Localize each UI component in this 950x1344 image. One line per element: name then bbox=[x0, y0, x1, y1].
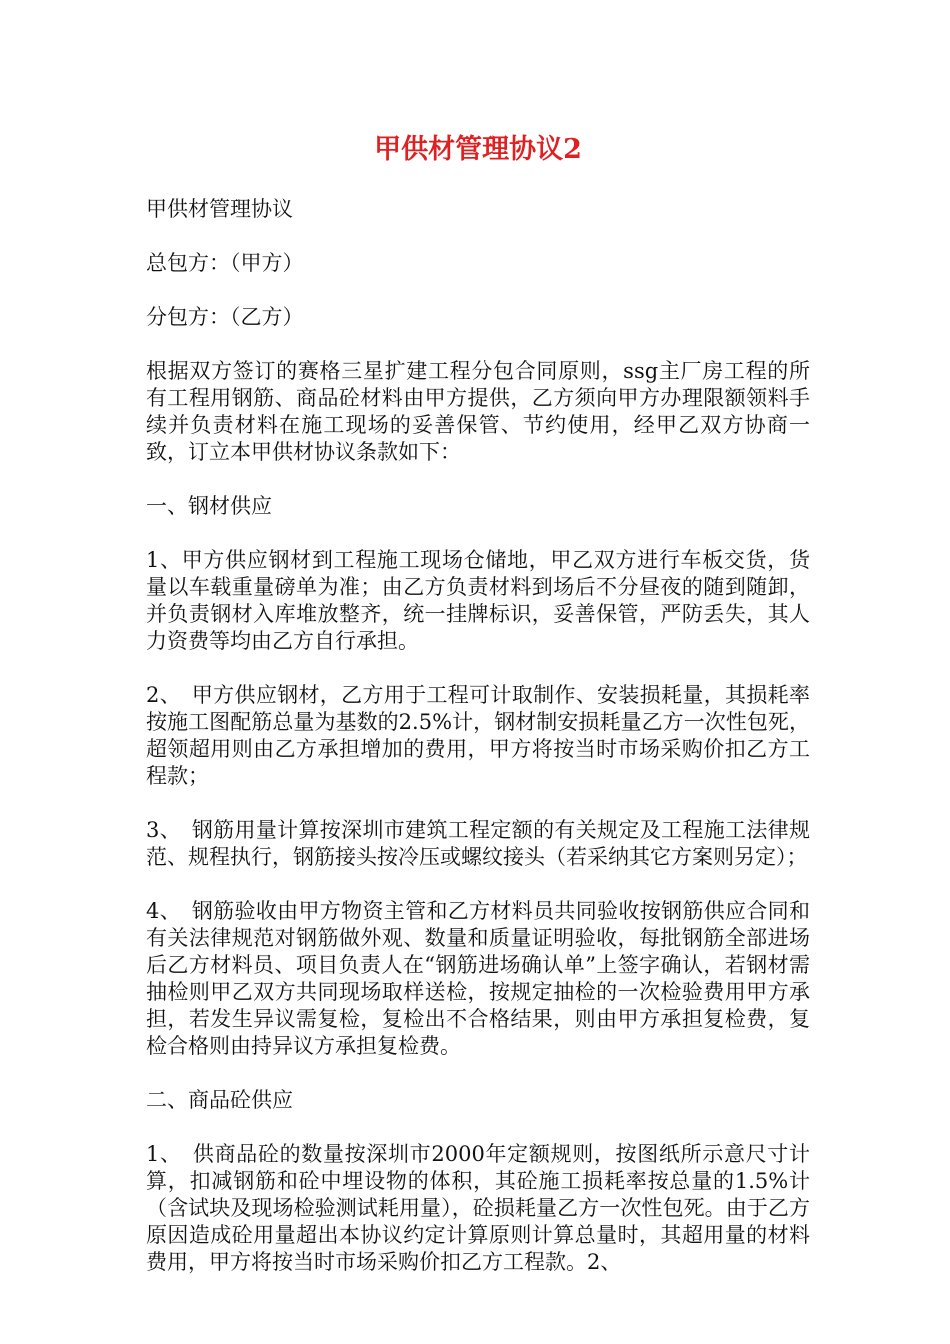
paragraph-concrete-1: 1、 供商品砼的数量按深圳市2000年定额规则，按图纸所示意尺寸计算，扣减钢筋和砼中埋设物的体积，其砼施工损耗率按总量的1.5%计（含试块及现场检验测试耗用量），砼损耗量乙方一次性包死。由于乙方原因造成砼用量超出本协议约定计算原则计算总量时，其超用量的材料费用，甲方将按当时市场采购价扣乙方工程款。2、 bbox=[146, 1142, 810, 1274]
paragraph-heading: 甲供材管理协议 bbox=[146, 197, 293, 221]
paragraph-party-a: 总包方：（甲方） bbox=[146, 251, 304, 275]
section-heading-concrete: 二、商品砼供应 bbox=[146, 1088, 293, 1112]
paragraph-steel-4: 4、 钢筋验收由甲方物资主管和乙方材料员共同验收按钢筋供应合同和有关法律规范对钢筋做外观、数量和质量证明验收，每批钢筋全部进场后乙方材料员、项目负责人在“钢筋进场确认单”上签字确认，若钢材需抽检则甲乙双方共同现场取样送检，按规定抽检的一次检验费用甲方承担，若发生异议需复检，复检出不合格结果，则由甲方承担复检费，复检合格则由持异议方承担复检费。 bbox=[146, 899, 810, 1058]
paragraph-party-b: 分包方：（乙方） bbox=[146, 305, 304, 329]
document-title: 甲供材管理协议2 bbox=[374, 134, 582, 165]
paragraph-preamble: 根据双方签订的赛格三星扩建工程分包合同原则，ssg主厂房工程的所有工程用钢筋、商品砼材料由甲方提供，乙方须向甲方办理限额领料手续并负责材料在施工现场的妥善保管、节约使用，经甲乙双方协商一致，订立本甲供材协议条款如下： bbox=[146, 359, 810, 464]
paragraph-steel-1: 1、甲方供应钢材到工程施工现场仓储地，甲乙双方进行车板交货，货量以车载重量磅单为准；由乙方负责材料到场后不分昼夜的随到随卸，并负责钢材入库堆放整齐，统一挂牌标识，妥善保管，严防丢失，其人力资费等均由乙方自行承担。 bbox=[146, 548, 810, 653]
paragraph-steel-3: 3、 钢筋用量计算按深圳市建筑工程定额的有关规定及工程施工法律规范、规程执行，钢筋接头按冷压或螺纹接头（若采纳其它方案则另定）； bbox=[146, 818, 810, 869]
section-heading-steel: 一、钢材供应 bbox=[146, 494, 272, 518]
paragraph-steel-2: 2、 甲方供应钢材，乙方用于工程可计取制作、安装损耗量，其损耗率按施工图配筋总量为基数的2.5%计，钢材制安损耗量乙方一次性包死，超领超用则由乙方承担增加的费用，甲方将按当时市场采购价扣乙方工程款； bbox=[146, 683, 810, 788]
